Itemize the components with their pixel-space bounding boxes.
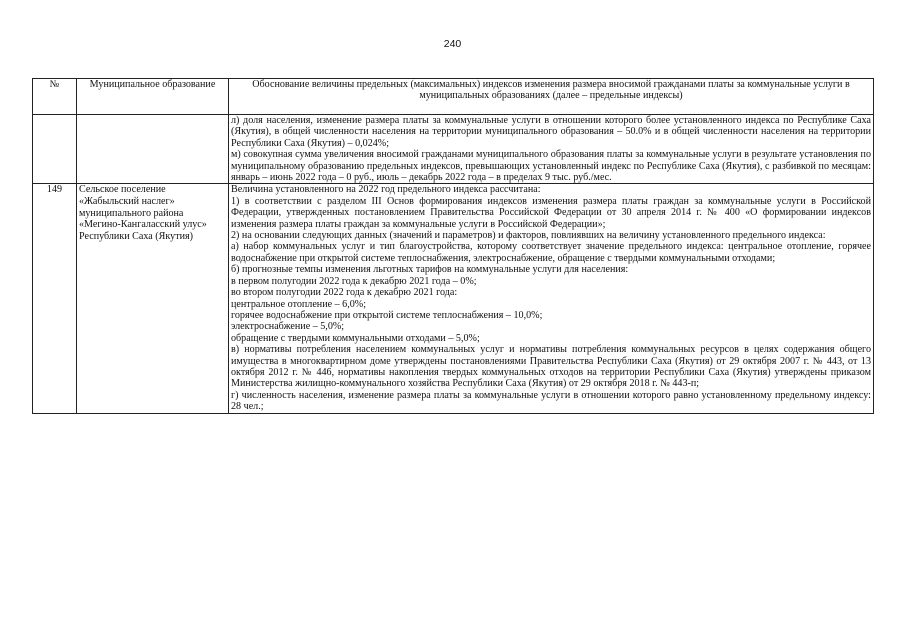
row-municipality-cell: Сельское поселение «Жабыльский наслег» муниципального района «Мегино-Кангаласский улус» Республики Саха (Якутия) [77,184,229,413]
row-number-cell [33,115,77,184]
header-number: № [33,79,77,115]
table-row [33,184,874,413]
basis-paragraph: 2) на основании следующих данных (значений и параметров) и факторов, повлиявших на величину установленного предельного индекса: [231,230,826,242]
basis-paragraph: в первом полугодии 2022 года к декабрю 2021 года – 0%; [231,275,477,287]
basis-paragraph: 1) в соответствии с разделом III Основ формирования индексов изменения размера платы граждан за коммунальные услуги в Российской Федерации, утвержденных постановлением Правительства Российской Федерации от 30 апреля 2014 г. № 400 «О формировании индексов изменения размера платы граждан за коммунальные услуги в Российской Федерации»; [231,195,871,230]
page-number: 240 [443,38,462,50]
basis-paragraph: Величина установленного на 2022 год предельного индекса рассчитана: [231,184,541,196]
header-basis: Обоснование величины предельных (максимальных) индексов изменения размера вносимой гражданами платы за коммунальные услуги в муниципальных образованиях (далее – предельные индексы) [229,79,874,115]
indices-table [32,78,874,414]
basis-paragraph: м) совокупная сумма увеличения вносимой гражданами муниципального образования платы за коммунальные услуги в результате установления по муниципальному образованию предельных индексов, превышающих установленный индекс по Республике Саха (Якутия), с разбивкой по месяцам: январь – июнь 2022 года – 0 руб., июль – декабрь 2022 года – в пределах 9 тыс. руб./мес. [231,149,871,184]
table-row [33,115,874,184]
row-number-cell: 149 [33,184,77,413]
header-municipality: Муниципальное образование [77,79,229,115]
basis-paragraph: центральное отопление – 6,0%; [231,298,367,310]
basis-paragraph: а) набор коммунальных услуг и тип благоустройства, которому соответствует значение предельного индекса: центральное отопление, горячее водоснабжение при открытой системе теплоснабжения, электроснабжение, обращение с твердыми коммунальными отходами; [231,241,871,264]
basis-paragraph: л) доля населения, изменение размера платы за коммунальные услуги в отношении которого более установленного индекса по Республике Саха (Якутия), в общей численности населения на территории муниципального образования – 50.0% и в общей численности населения на территории Республики Саха (Якутия) – 0,024%; [231,115,871,149]
table-header-row [33,79,874,115]
basis-paragraph: электроснабжение – 5,0%; [231,321,345,333]
row-municipality-cell [77,115,229,184]
row-basis-cell [229,115,874,184]
row-basis-cell [229,184,874,413]
basis-paragraph: в) нормативы потребления населением коммунальных услуг и нормативы потребления коммунальных ресурсов в целях содержания общего имущества в многоквартирном доме утверждены постановлениями Правительства Республики Саха (Якутия) от 29 октября 2007 г. № 443, от 13 октября 2012 г. № 446, нормативы накопления твердых коммунальных отходов на территории Республики Саха (Якутия) утверждены приказом Министерства жилищно-коммунального хозяйства Республики Саха (Якутия) от 29 октября 2018 г. № 443-п; [231,344,871,390]
basis-paragraph: г) численность населения, изменение размера платы за коммунальные услуги в отношении которого равно установленному предельному индексу: 28 чел.; [231,389,871,413]
basis-paragraph: обращение с твердыми коммунальными отходами – 5,0%; [231,332,480,344]
basis-paragraph: горячее водоснабжение при открытой системе теплоснабжения – 10,0%; [231,309,543,321]
basis-paragraph: во втором полугодии 2022 года к декабрю 2021 года: [231,287,458,299]
basis-paragraph: б) прогнозные темпы изменения льготных тарифов на коммунальные услуги для населения: [231,264,629,276]
